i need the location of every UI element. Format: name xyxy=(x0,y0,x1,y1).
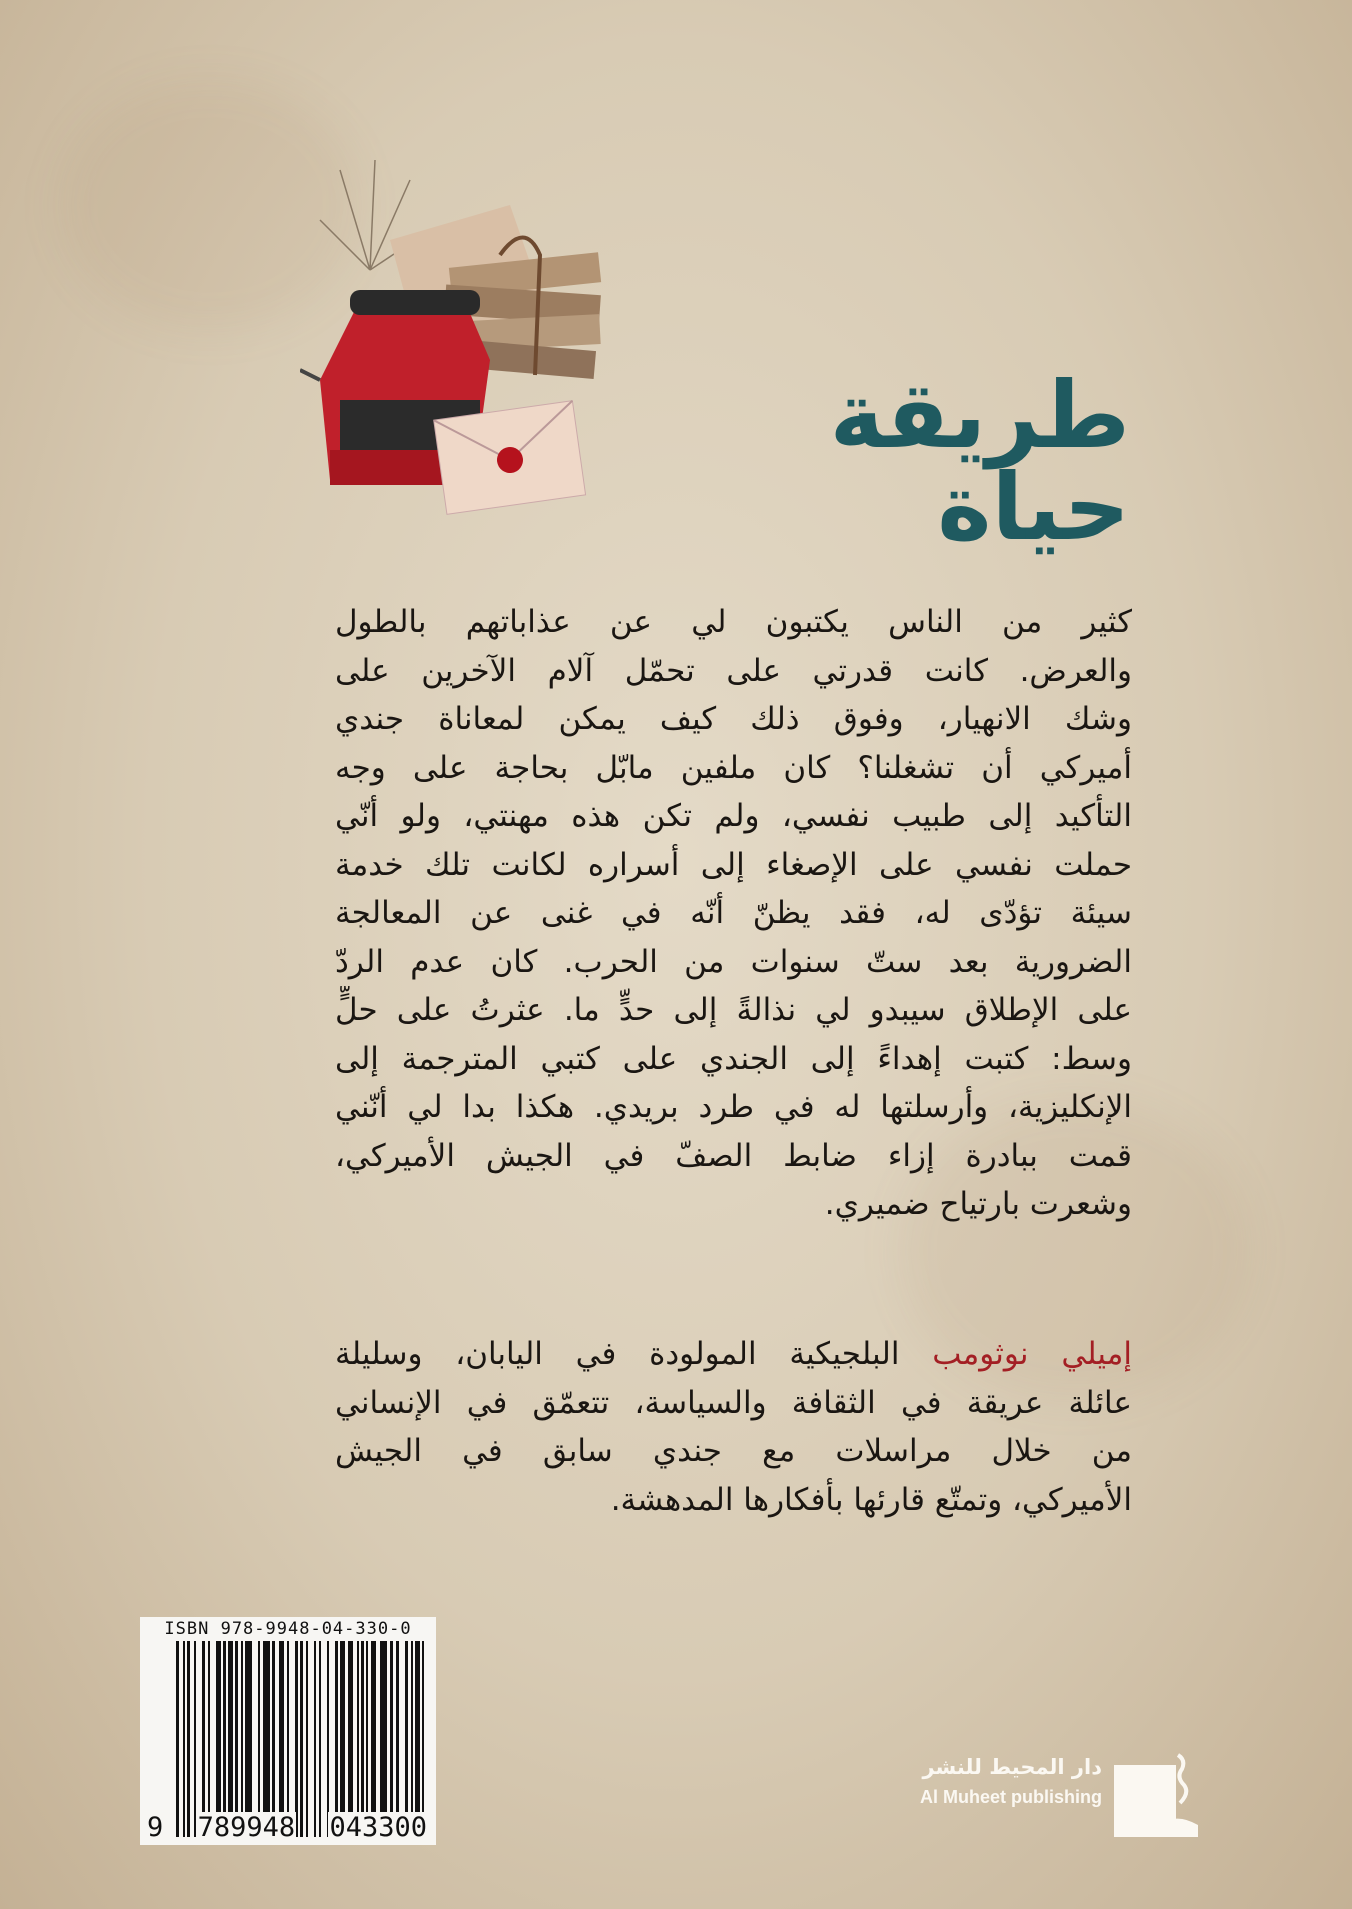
envelope-icon xyxy=(434,401,586,515)
barcode-bar xyxy=(241,1641,243,1837)
blurb-line: قمت ببادرة إزاء ضابط الصفّ في الجيش الأميركي، xyxy=(335,1137,1132,1174)
barcode-bar xyxy=(187,1641,190,1837)
barcode-bar xyxy=(228,1641,233,1837)
isbn-digit-group: 789948 xyxy=(197,1812,296,1843)
blurb-line: سيئة تؤدّى له، فقد يظنّ أنّه في غنى عن المعالجة xyxy=(335,895,1132,931)
barcode-bar xyxy=(258,1641,260,1837)
barcode-bar xyxy=(272,1641,275,1837)
blurb-line: أميركي أن تشغلنا؟ كان ملفين مابّل بحاجة على وجه xyxy=(335,749,1132,786)
blurb-line: كثير من الناس يكتبون لي عن عذاباتهم بالطول xyxy=(335,604,1132,640)
barcode-bar xyxy=(314,1641,316,1837)
barcode-bar xyxy=(235,1641,238,1837)
barcode-bar xyxy=(279,1641,284,1837)
barcode-bar xyxy=(348,1641,353,1837)
author-name: إميلي نوثومب xyxy=(932,1336,1132,1372)
barcode-bar xyxy=(335,1641,338,1837)
publisher-name-en: Al Muheet publishing xyxy=(920,1787,1102,1807)
barcode-bar xyxy=(415,1641,420,1837)
barcode-bar xyxy=(306,1641,308,1837)
barcode-bar xyxy=(295,1641,298,1837)
bio-text: البلجيكية المولودة في اليابان، وسليلة xyxy=(335,1336,933,1372)
isbn-barcode xyxy=(140,1617,436,1845)
bio-line: الأميركي، وتمتّع قارئها بأفكارها المدهشة. xyxy=(610,1481,1132,1518)
isbn-digits xyxy=(146,1812,428,1843)
barcode-bar xyxy=(390,1641,393,1837)
barcode-bar xyxy=(216,1641,221,1837)
blurb-line: على الإطلاق سيبدو لي نذالةً إلى حدٍّ ما. عثرتُ على حلٍّ xyxy=(335,992,1132,1028)
open-book-icon xyxy=(1112,1745,1200,1845)
publisher-logo xyxy=(900,1745,1200,1855)
bio-line: عائلة عريقة في الثقافة والسياسة، تتعمّق في الإنساني xyxy=(335,1384,1132,1421)
publisher-name-ar: دار المحيط للنشر xyxy=(922,1755,1102,1779)
barcode-bar xyxy=(287,1641,289,1837)
blurb-line: وشك الانهيار، وفوق ذلك كيف يمكن لمعاناة جندي xyxy=(335,701,1132,737)
barcode-bar xyxy=(183,1641,185,1837)
author-bio xyxy=(335,1330,1132,1524)
barcode-bar xyxy=(371,1641,376,1837)
barcode-bars xyxy=(176,1641,428,1837)
blurb-line: وشعرت بارتياح ضميري. xyxy=(824,1186,1132,1222)
blurb-line: الإنكليزية، وأرسلتها له في طرد بريدي. هكذا بدا لي أنّني xyxy=(335,1089,1132,1125)
barcode-bar xyxy=(340,1641,345,1837)
typewriter-letters-illustration xyxy=(300,150,680,540)
barcode-bar xyxy=(263,1641,270,1837)
barcode-bar xyxy=(176,1641,179,1837)
barcode-bar xyxy=(208,1641,210,1837)
barcode-bar xyxy=(396,1641,399,1837)
blurb-line: التأكيد إلى طبيب نفسي، ولم تكن هذه مهنتي، ولو أنّي xyxy=(335,798,1132,834)
bio-line: من خلال مراسلات مع جندي سابق في الجيش xyxy=(335,1433,1132,1469)
barcode-bar xyxy=(327,1641,329,1837)
blurb-line: حملت نفسي على الإصغاء إلى أسراره لكانت تلك خدمة xyxy=(335,846,1132,883)
blurb-paragraph xyxy=(335,598,1132,1229)
barcode-bar xyxy=(245,1641,252,1837)
isbn-digit-group: 043300 xyxy=(329,1812,427,1843)
blurb-line: الضرورية بعد ستّ سنوات من الحرب. كان عدم الردّ xyxy=(335,943,1132,980)
barcode-bar xyxy=(223,1641,226,1837)
barcode-bar xyxy=(357,1641,359,1837)
barcode-bar xyxy=(361,1641,364,1837)
barcode-bar xyxy=(422,1641,424,1837)
isbn-digit-group: 9 xyxy=(147,1812,164,1843)
barcode-bar xyxy=(411,1641,413,1837)
isbn-label: ISBN 978-9948-04-330-0 xyxy=(164,1619,412,1639)
barcode-bar xyxy=(405,1641,408,1837)
blurb-line: والعرض. كانت قدرتي على تحمّل آلام الآخرين على xyxy=(335,652,1132,689)
book-title: طريقة حياة xyxy=(829,362,1130,561)
blurb-line: وسط: كتبت إهداءً إلى الجندي على كتبي المترجمة إلى xyxy=(335,1040,1132,1077)
barcode-bar xyxy=(194,1641,196,1837)
barcode-bar xyxy=(366,1641,368,1837)
barcode-bar xyxy=(202,1641,205,1837)
barcode-bar xyxy=(300,1641,303,1837)
barcode-bar xyxy=(319,1641,321,1837)
barcode-bar xyxy=(380,1641,387,1837)
